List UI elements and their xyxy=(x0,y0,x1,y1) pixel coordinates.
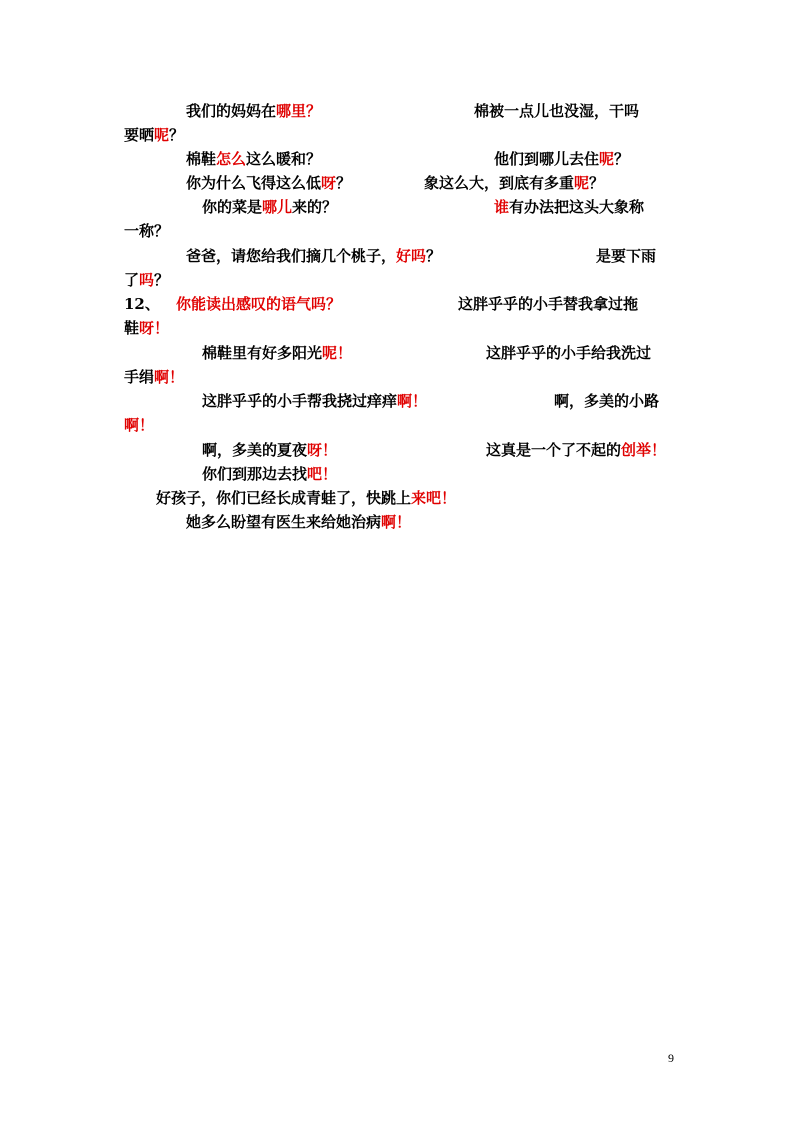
text-run: 啊，多美的夏夜 xyxy=(202,441,308,459)
line-8 xyxy=(202,195,337,219)
text-run: 棉鞋 xyxy=(186,150,217,168)
text-run: 这胖乎乎的小手替我拿过拖 xyxy=(458,295,639,313)
highlight-run: 呢 xyxy=(154,126,170,144)
text-run: ？ xyxy=(169,126,185,144)
text-run: 这胖乎乎的小手帮我挠过痒痒 xyxy=(202,392,398,410)
highlight-run: 呀！ xyxy=(139,319,170,337)
text-run: 好孩子，你们已经长成青蛙了，快跳上 xyxy=(156,489,412,507)
line-5 xyxy=(494,147,629,171)
text-run: 鞋 xyxy=(124,319,140,337)
line-6 xyxy=(186,171,351,195)
line-10 xyxy=(124,219,169,243)
text-run: 一称？ xyxy=(124,222,170,240)
line-23 xyxy=(124,413,154,437)
highlight-run: 呀 xyxy=(321,174,337,192)
line-17 xyxy=(124,316,169,340)
line-24 xyxy=(202,438,337,462)
text-run: ？ xyxy=(426,247,442,265)
text-run: ？ xyxy=(589,174,605,192)
highlight-run: 好吗 xyxy=(396,247,427,265)
text-run: 是要下雨 xyxy=(596,247,657,265)
text-run: 要晒 xyxy=(124,126,155,144)
line-22 xyxy=(554,389,659,413)
text-run: 爸爸，请您给我们摘几个桃子， xyxy=(186,247,397,265)
text-run: 这胖乎乎的小手给我洗过 xyxy=(486,344,652,362)
line-4 xyxy=(186,147,321,171)
line-12 xyxy=(596,244,656,268)
highlight-run: 呢 xyxy=(574,174,590,192)
text-run: 棉鞋里有好多阳光 xyxy=(202,344,323,362)
text-run: ？ xyxy=(336,174,352,192)
highlight-run: 哪里？ xyxy=(276,102,322,120)
text-run: ？ xyxy=(154,271,170,289)
text-run: 手绢 xyxy=(124,368,155,386)
text-run: 他们到哪儿去住 xyxy=(494,150,600,168)
text-run: 这么暖和？ xyxy=(246,150,322,168)
line-28 xyxy=(186,510,411,534)
highlight-run: 啊！ xyxy=(154,368,185,386)
text-run: 有办法把这头大象称 xyxy=(509,198,645,216)
highlight-run: 创举！ xyxy=(621,441,667,459)
highlight-run: 吧！ xyxy=(307,465,338,483)
text-run: 来的？ xyxy=(292,198,338,216)
line-19 xyxy=(486,341,651,365)
line-18 xyxy=(202,341,352,365)
text-run: ？ xyxy=(614,150,630,168)
highlight-run: 啊！ xyxy=(381,513,412,531)
highlight-run: 啊！ xyxy=(397,392,428,410)
highlight-run: 呢 xyxy=(599,150,615,168)
line-11 xyxy=(186,244,441,268)
highlight-run: 哪儿 xyxy=(262,198,293,216)
line-1 xyxy=(186,99,321,123)
line-26 xyxy=(202,462,337,486)
text-run: 我们的妈妈在 xyxy=(186,102,277,120)
line-20 xyxy=(124,365,184,389)
highlight-run: 你能读出感叹的语气吗？ xyxy=(176,295,342,313)
line-3 xyxy=(124,123,184,147)
section-number xyxy=(124,292,160,316)
line-25 xyxy=(486,438,666,462)
line-27 xyxy=(156,486,456,510)
text-run: 你为什么飞得这么低 xyxy=(186,174,322,192)
section-heading xyxy=(176,292,341,316)
highlight-run: 怎么 xyxy=(216,150,247,168)
text-run: 了 xyxy=(124,271,140,289)
highlight-run: 来吧！ xyxy=(411,489,457,507)
line-13 xyxy=(124,268,169,292)
highlight-run: 啊！ xyxy=(124,416,155,434)
line-9 xyxy=(494,195,644,219)
line-7 xyxy=(424,171,604,195)
highlight-run: 呀！ xyxy=(307,441,338,459)
text-run: 啊，多美的小路 xyxy=(554,392,660,410)
highlight-run: 吗 xyxy=(139,271,155,289)
line-16 xyxy=(458,292,638,316)
text-run: 你们到那边去找 xyxy=(202,465,308,483)
line-2 xyxy=(474,99,639,123)
text-run: 棉被一点儿也没湿，干吗 xyxy=(474,102,640,120)
line-21 xyxy=(202,389,427,413)
text-run: 你的菜是 xyxy=(202,198,263,216)
page-number: 9 xyxy=(668,1051,674,1065)
highlight-run: 谁 xyxy=(494,198,510,216)
text-run: 象这么大，到底有多重 xyxy=(424,174,575,192)
text-run: 这真是一个了不起的 xyxy=(486,441,622,459)
text-run: 她多么盼望有医生来给她治病 xyxy=(186,513,382,531)
text-run: 12、 xyxy=(124,295,160,313)
highlight-run: 呢！ xyxy=(322,344,353,362)
